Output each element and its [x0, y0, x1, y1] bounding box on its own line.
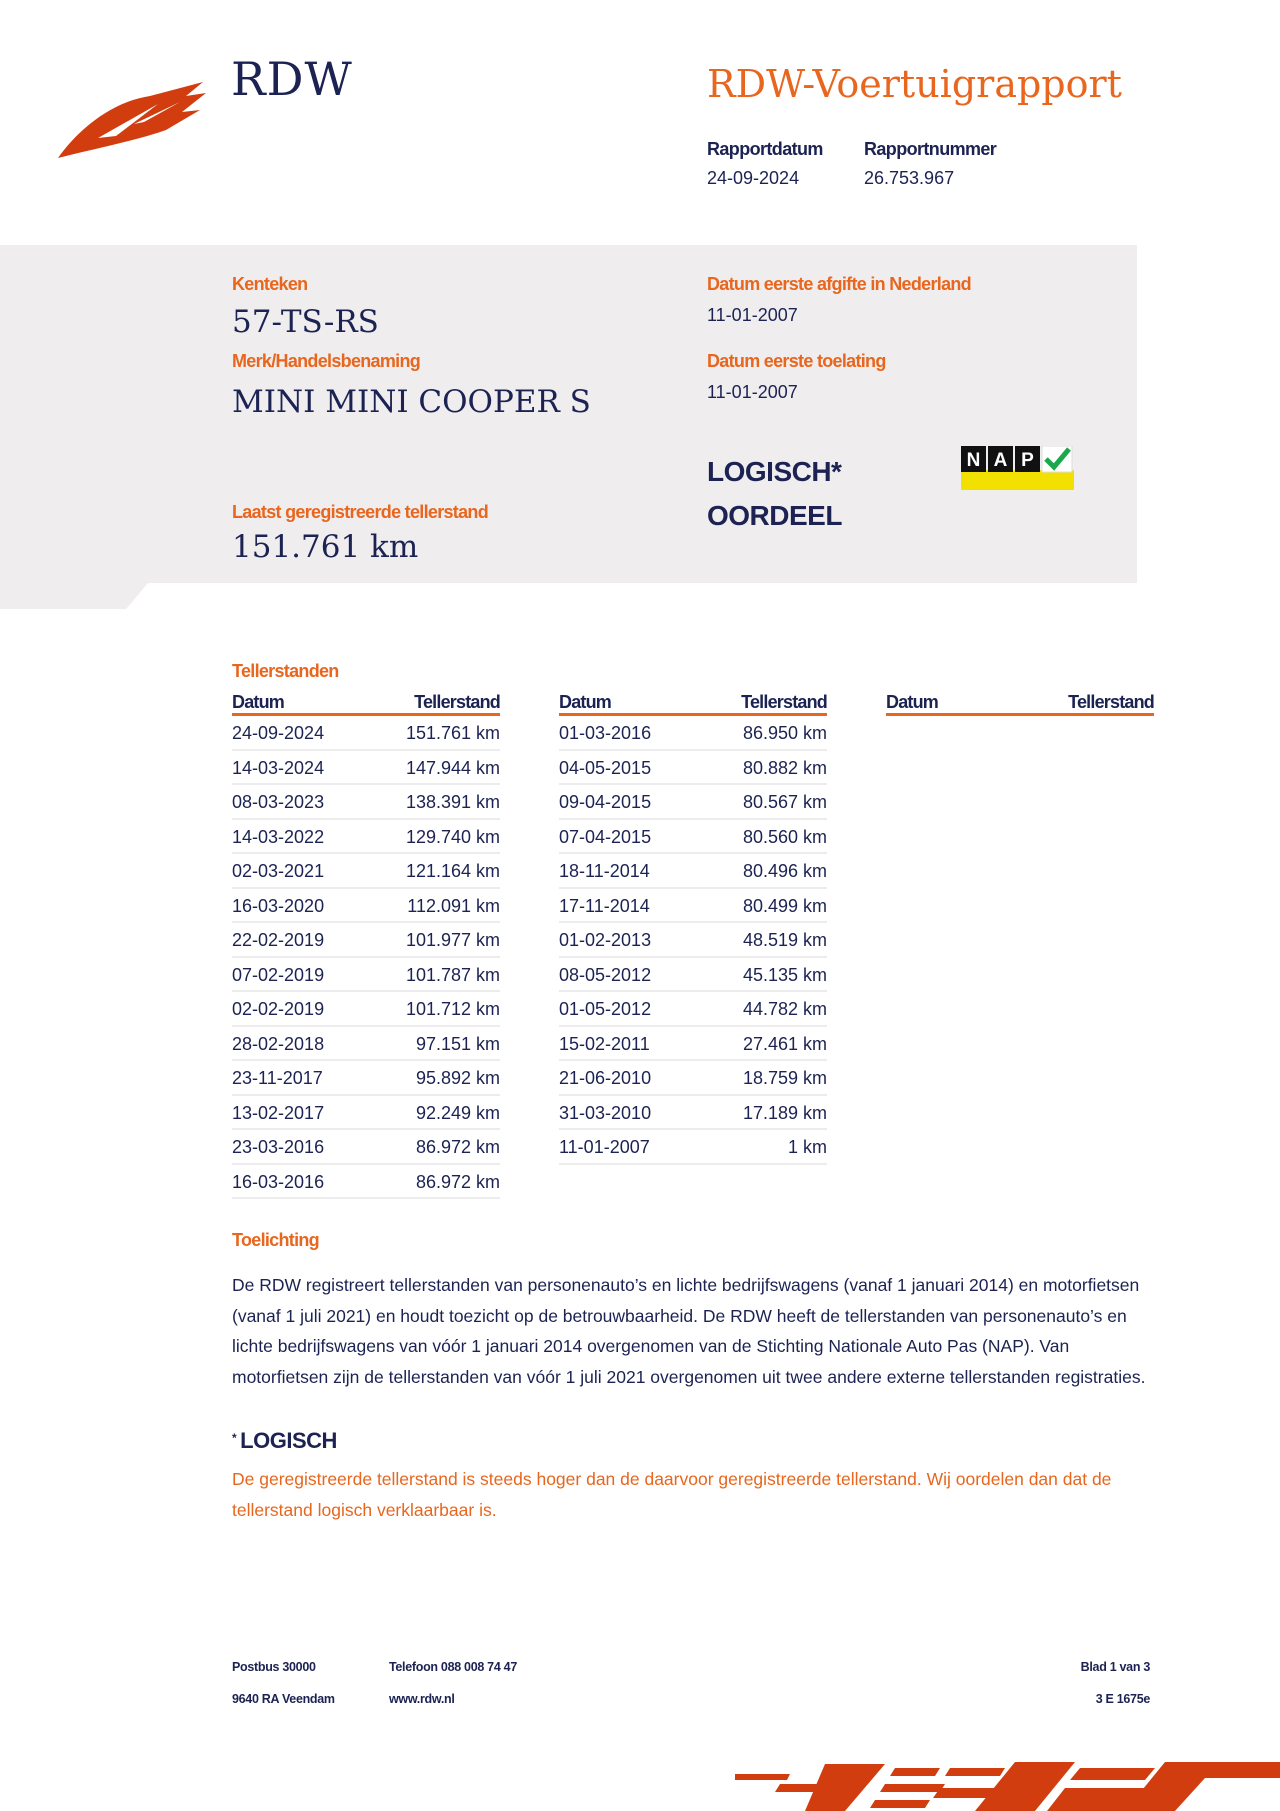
- col-date-header: Datum: [559, 692, 612, 712]
- nap-letter-p: P: [1021, 450, 1034, 471]
- row-date: 24-09-2024: [232, 723, 325, 743]
- row-date: 08-05-2012: [559, 964, 652, 985]
- logisch-asterisk: *: [232, 1431, 237, 1445]
- explanation-title: Toelichting: [232, 1230, 319, 1250]
- row-date: 23-03-2016: [232, 1137, 325, 1157]
- table-row: [232, 1096, 500, 1131]
- table-row: [232, 716, 500, 751]
- row-odometer: 92.249 km: [415, 1102, 500, 1123]
- row-date: 18-11-2014: [559, 861, 650, 881]
- row-odometer: 18.759 km: [742, 1068, 827, 1088]
- table-row: [559, 820, 827, 855]
- footer-address-line-1: Postbus 30000: [232, 1660, 316, 1674]
- row-odometer: 86.972 km: [415, 1171, 500, 1192]
- decorative-stripes: [735, 1758, 1280, 1811]
- table-row: [232, 889, 500, 924]
- row-odometer: 27.461 km: [742, 1033, 827, 1054]
- first-issue-nl-date: 11-01-2007: [707, 305, 798, 325]
- nap-letter-a: A: [993, 450, 1008, 471]
- row-odometer: 86.950 km: [742, 723, 827, 743]
- footer-page-number: Blad 1 van 3: [1080, 1660, 1150, 1674]
- explanation-text: De RDW registreert tellerstanden van personenauto’s en lichte bedrijfswagens (vanaf 1 januari 2014) en motorfietsen (vanaf 1 juli 2021) en houdt toezicht op de betrouwbaarheid. De RDW heeft de tellerstanden van personenauto’s en lichte bedrijfswagens van vóór 1 januari 2014 overgenomen van de Stichting Nationale Auto Pas (NAP). Van motorfietsen zijn de tellerstanden van vóór 1 juli 2021 overgenomen uit twee andere externe tellerstanden registraties.: [232, 1275, 1146, 1387]
- table-row: [559, 992, 827, 1027]
- row-date: 02-03-2021: [232, 861, 325, 881]
- odometer-history-title: Tellerstanden: [232, 661, 339, 681]
- table-header: [232, 690, 500, 716]
- first-admission-label: Datum eerste toelating: [707, 351, 886, 371]
- row-odometer: 101.712 km: [405, 999, 500, 1019]
- last-odometer-label: Laatst geregistreerde tellerstand: [232, 502, 489, 522]
- footer-phone: Telefoon 088 008 74 47: [389, 1660, 517, 1674]
- table-row: [232, 820, 500, 855]
- row-date: 23-11-2017: [232, 1068, 323, 1088]
- table-row: [559, 923, 827, 958]
- table-row: [232, 1130, 500, 1165]
- table-row: [232, 1165, 500, 1200]
- vehicle-summary-panel: [0, 245, 1137, 609]
- row-odometer: 1 km: [787, 1137, 827, 1157]
- col-odometer-header: Tellerstand: [1068, 692, 1154, 712]
- vehicle-make: MINI MINI COOPER S: [232, 384, 591, 420]
- row-date: 08-03-2023: [232, 792, 325, 812]
- report-number: 26.753.967: [864, 168, 955, 188]
- row-odometer: 80.567 km: [742, 792, 827, 812]
- row-date: 17-11-2014: [559, 895, 650, 916]
- table-row: [232, 1061, 500, 1096]
- footer-address-line-2: 9640 RA Veendam: [232, 1692, 335, 1706]
- row-date: 14-03-2024: [232, 757, 325, 778]
- row-odometer: 112.091 km: [407, 895, 500, 916]
- verdict-line-2: OORDEEL: [707, 500, 842, 531]
- row-date: 07-04-2015: [559, 826, 652, 847]
- verdict: [707, 450, 842, 538]
- row-date: 31-03-2010: [559, 1102, 652, 1123]
- row-date: 13-02-2017: [232, 1102, 325, 1123]
- row-date: 28-02-2018: [232, 1033, 325, 1054]
- odometer-table-col-1: [232, 690, 500, 1199]
- col-odometer-header: Tellerstand: [741, 692, 827, 712]
- table-header: [559, 690, 827, 716]
- footer-website: www.rdw.nl: [389, 1692, 455, 1706]
- logisch-title: LOGISCH: [240, 1428, 337, 1453]
- row-odometer: 95.892 km: [415, 1068, 500, 1088]
- row-odometer: 151.761 km: [405, 723, 500, 743]
- table-header: [886, 690, 1154, 716]
- row-date: 21-06-2010: [559, 1068, 652, 1088]
- table-row: [232, 1027, 500, 1062]
- table-row: [232, 992, 500, 1027]
- report-number-label: Rapportnummer: [864, 139, 997, 159]
- col-date-header: Datum: [232, 692, 285, 712]
- table-row: [232, 751, 500, 786]
- logisch-explanation: De geregistreerde tellerstand is steeds hoger dan de daarvoor geregistreerde tellerstand. Wij oordelen dan dat de tellerstand logisch verklaarbaar is.: [232, 1469, 1112, 1520]
- row-date: 14-03-2022: [232, 826, 325, 847]
- table-row: [559, 1027, 827, 1062]
- row-odometer: 80.496 km: [742, 861, 827, 881]
- row-odometer: 44.782 km: [742, 999, 827, 1019]
- table-row: [559, 1061, 827, 1096]
- table-row: [232, 923, 500, 958]
- report-title: RDW-Voertuigrapport: [707, 62, 1122, 106]
- report-date-label: Rapportdatum: [707, 139, 823, 159]
- table-row: [559, 785, 827, 820]
- row-date: 02-02-2019: [232, 999, 325, 1019]
- row-date: 16-03-2016: [232, 1171, 325, 1192]
- odometer-table-col-2: [559, 690, 827, 1165]
- row-odometer: 97.151 km: [415, 1033, 500, 1054]
- rdw-logo: [58, 80, 210, 162]
- last-odometer-value: 151.761 km: [232, 529, 419, 565]
- row-odometer: 121.164 km: [405, 861, 500, 881]
- row-date: 04-05-2015: [559, 757, 652, 778]
- row-odometer: 80.560 km: [742, 826, 827, 847]
- odometer-table-col-3: [886, 690, 1154, 716]
- table-row: [559, 716, 827, 751]
- license-plate: 57-TS-RS: [232, 304, 379, 340]
- row-odometer: 101.787 km: [405, 964, 500, 985]
- brand-name: RDW: [231, 52, 353, 106]
- table-row: [559, 1130, 827, 1165]
- row-odometer: 86.972 km: [415, 1137, 500, 1157]
- col-odometer-header: Tellerstand: [414, 692, 500, 712]
- first-admission-date: 11-01-2007: [707, 382, 798, 402]
- table-row: [232, 958, 500, 993]
- row-date: 01-05-2012: [559, 999, 652, 1019]
- plate-label: Kenteken: [232, 274, 308, 294]
- report-date: 24-09-2024: [707, 168, 800, 188]
- row-odometer: 17.189 km: [742, 1102, 827, 1123]
- row-odometer: 80.882 km: [742, 757, 827, 778]
- table-row: [559, 958, 827, 993]
- verdict-line-1: LOGISCH*: [707, 456, 842, 487]
- row-date: 16-03-2020: [232, 895, 325, 916]
- row-date: 11-01-2007: [559, 1137, 650, 1157]
- row-odometer: 129.740 km: [405, 826, 500, 847]
- table-row: [232, 854, 500, 889]
- row-date: 15-02-2011: [559, 1033, 650, 1054]
- row-odometer: 45.135 km: [742, 964, 827, 985]
- row-odometer: 80.499 km: [742, 895, 827, 916]
- table-row: [559, 751, 827, 786]
- col-date-header: Datum: [886, 692, 939, 712]
- footer-document-code: 3 E 1675e: [1095, 1692, 1150, 1706]
- row-date: 07-02-2019: [232, 964, 325, 985]
- nap-letter-n: N: [966, 450, 981, 471]
- row-odometer: 147.944 km: [405, 757, 500, 778]
- row-date: 09-04-2015: [559, 792, 652, 812]
- table-row: [559, 889, 827, 924]
- first-issue-nl-label: Datum eerste afgifte in Nederland: [707, 274, 971, 294]
- row-date: 01-03-2016: [559, 723, 652, 743]
- row-odometer: 138.391 km: [405, 792, 500, 812]
- table-row: [559, 1096, 827, 1131]
- row-date: 01-02-2013: [559, 930, 652, 950]
- row-odometer: 48.519 km: [742, 930, 827, 950]
- table-row: [232, 785, 500, 820]
- nap-logo: [961, 446, 1074, 490]
- row-odometer: 101.977 km: [405, 930, 500, 950]
- table-row: [559, 854, 827, 889]
- row-date: 22-02-2019: [232, 930, 325, 950]
- make-label: Merk/Handelsbenaming: [232, 351, 421, 371]
- logisch-heading: [232, 1428, 337, 1454]
